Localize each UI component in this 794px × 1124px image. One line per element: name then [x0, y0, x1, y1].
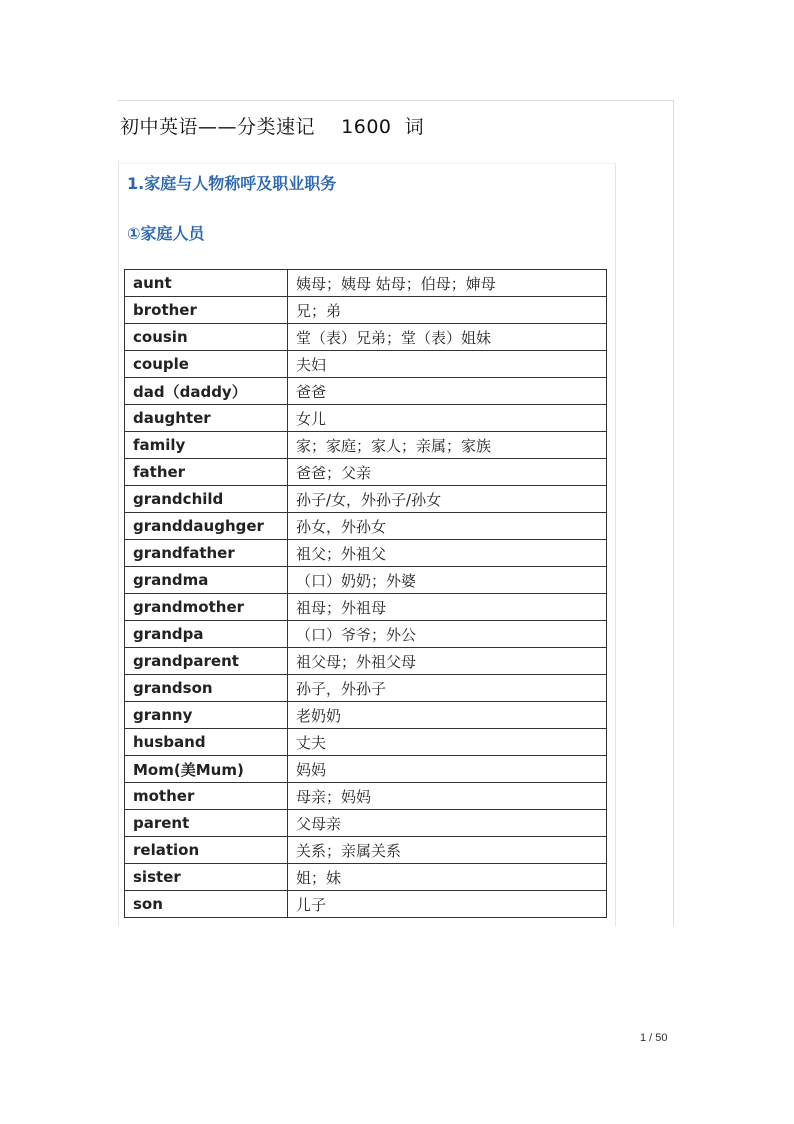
chinese-meaning-cell: （口）奶奶；外婆	[288, 567, 607, 594]
chinese-meaning-cell: 爸爸；父亲	[288, 459, 607, 486]
english-word-cell: brother	[125, 297, 288, 324]
table-row	[125, 405, 607, 432]
table-row	[125, 486, 607, 513]
english-word-cell: grandmother	[125, 594, 288, 621]
chinese-meaning-cell: 姐；妹	[288, 864, 607, 891]
chinese-meaning-cell: 儿子	[288, 891, 607, 918]
document-title: 初中英语——分类速记 1600 词	[120, 116, 425, 138]
table-row	[125, 378, 607, 405]
chinese-meaning-cell: 女儿	[288, 405, 607, 432]
english-word-cell: cousin	[125, 324, 288, 351]
frame-top-border	[118, 100, 674, 101]
chinese-meaning-cell: 母亲；妈妈	[288, 783, 607, 810]
chinese-meaning-cell: 孙女，外孙女	[288, 513, 607, 540]
table-row	[125, 567, 607, 594]
frame-right-border	[673, 100, 674, 926]
table-row	[125, 891, 607, 918]
chinese-meaning-cell: 祖母；外祖母	[288, 594, 607, 621]
table-row	[125, 513, 607, 540]
embedded-image-right-edge	[615, 163, 616, 926]
chinese-meaning-cell: 老奶奶	[288, 702, 607, 729]
english-word-cell: grandpa	[125, 621, 288, 648]
chinese-meaning-cell: 祖父；外祖父	[288, 540, 607, 567]
page-number: 1 / 50	[640, 1032, 668, 1044]
table-row	[125, 864, 607, 891]
chinese-meaning-cell: 孙子，外孙子	[288, 675, 607, 702]
chinese-meaning-cell: 祖父母；外祖父母	[288, 648, 607, 675]
table-row	[125, 459, 607, 486]
section-heading: 1.家庭与人物称呼及职业职务	[127, 174, 337, 193]
english-word-cell: granddaughger	[125, 513, 288, 540]
english-word-cell: mother	[125, 783, 288, 810]
embedded-image-top-edge	[118, 163, 616, 164]
english-word-cell: grandfather	[125, 540, 288, 567]
table-row	[125, 675, 607, 702]
table-row	[125, 324, 607, 351]
english-word-cell: relation	[125, 837, 288, 864]
table-row	[125, 756, 607, 783]
table-row	[125, 270, 607, 297]
chinese-meaning-cell: 堂（表）兄弟；堂（表）姐妹	[288, 324, 607, 351]
english-word-cell: daughter	[125, 405, 288, 432]
table-row	[125, 297, 607, 324]
chinese-meaning-cell: 夫妇	[288, 351, 607, 378]
chinese-meaning-cell: 姨母；姨母 姑母；伯母；婶母	[288, 270, 607, 297]
english-word-cell: grandson	[125, 675, 288, 702]
chinese-meaning-cell: 家；家庭；家人；亲属；家族	[288, 432, 607, 459]
table-row	[125, 594, 607, 621]
english-word-cell: grandparent	[125, 648, 288, 675]
english-word-cell: granny	[125, 702, 288, 729]
table-row	[125, 837, 607, 864]
table-row	[125, 729, 607, 756]
table-row	[125, 432, 607, 459]
frame-left-border	[118, 160, 119, 926]
chinese-meaning-cell: 父母亲	[288, 810, 607, 837]
chinese-meaning-cell: 孙子/女，外孙子/孙女	[288, 486, 607, 513]
vocab-table-body	[125, 270, 607, 918]
sub-heading: ①家庭人员	[127, 224, 205, 243]
chinese-meaning-cell: （口）爷爷；外公	[288, 621, 607, 648]
english-word-cell: father	[125, 459, 288, 486]
english-word-cell: grandchild	[125, 486, 288, 513]
english-word-cell: son	[125, 891, 288, 918]
chinese-meaning-cell: 爸爸	[288, 378, 607, 405]
english-word-cell: grandma	[125, 567, 288, 594]
table-row	[125, 621, 607, 648]
english-word-cell: dad（daddy）	[125, 378, 288, 405]
chinese-meaning-cell: 关系；亲属关系	[288, 837, 607, 864]
chinese-meaning-cell: 丈夫	[288, 729, 607, 756]
english-word-cell: sister	[125, 864, 288, 891]
english-word-cell: parent	[125, 810, 288, 837]
table-row	[125, 810, 607, 837]
chinese-meaning-cell: 兄；弟	[288, 297, 607, 324]
english-word-cell: family	[125, 432, 288, 459]
vocab-table	[124, 269, 607, 918]
table-row	[125, 648, 607, 675]
english-word-cell: Mom(美Mum)	[125, 756, 288, 783]
table-row	[125, 783, 607, 810]
english-word-cell: couple	[125, 351, 288, 378]
chinese-meaning-cell: 妈妈	[288, 756, 607, 783]
table-row	[125, 702, 607, 729]
english-word-cell: husband	[125, 729, 288, 756]
table-row	[125, 351, 607, 378]
english-word-cell: aunt	[125, 270, 288, 297]
table-row	[125, 540, 607, 567]
